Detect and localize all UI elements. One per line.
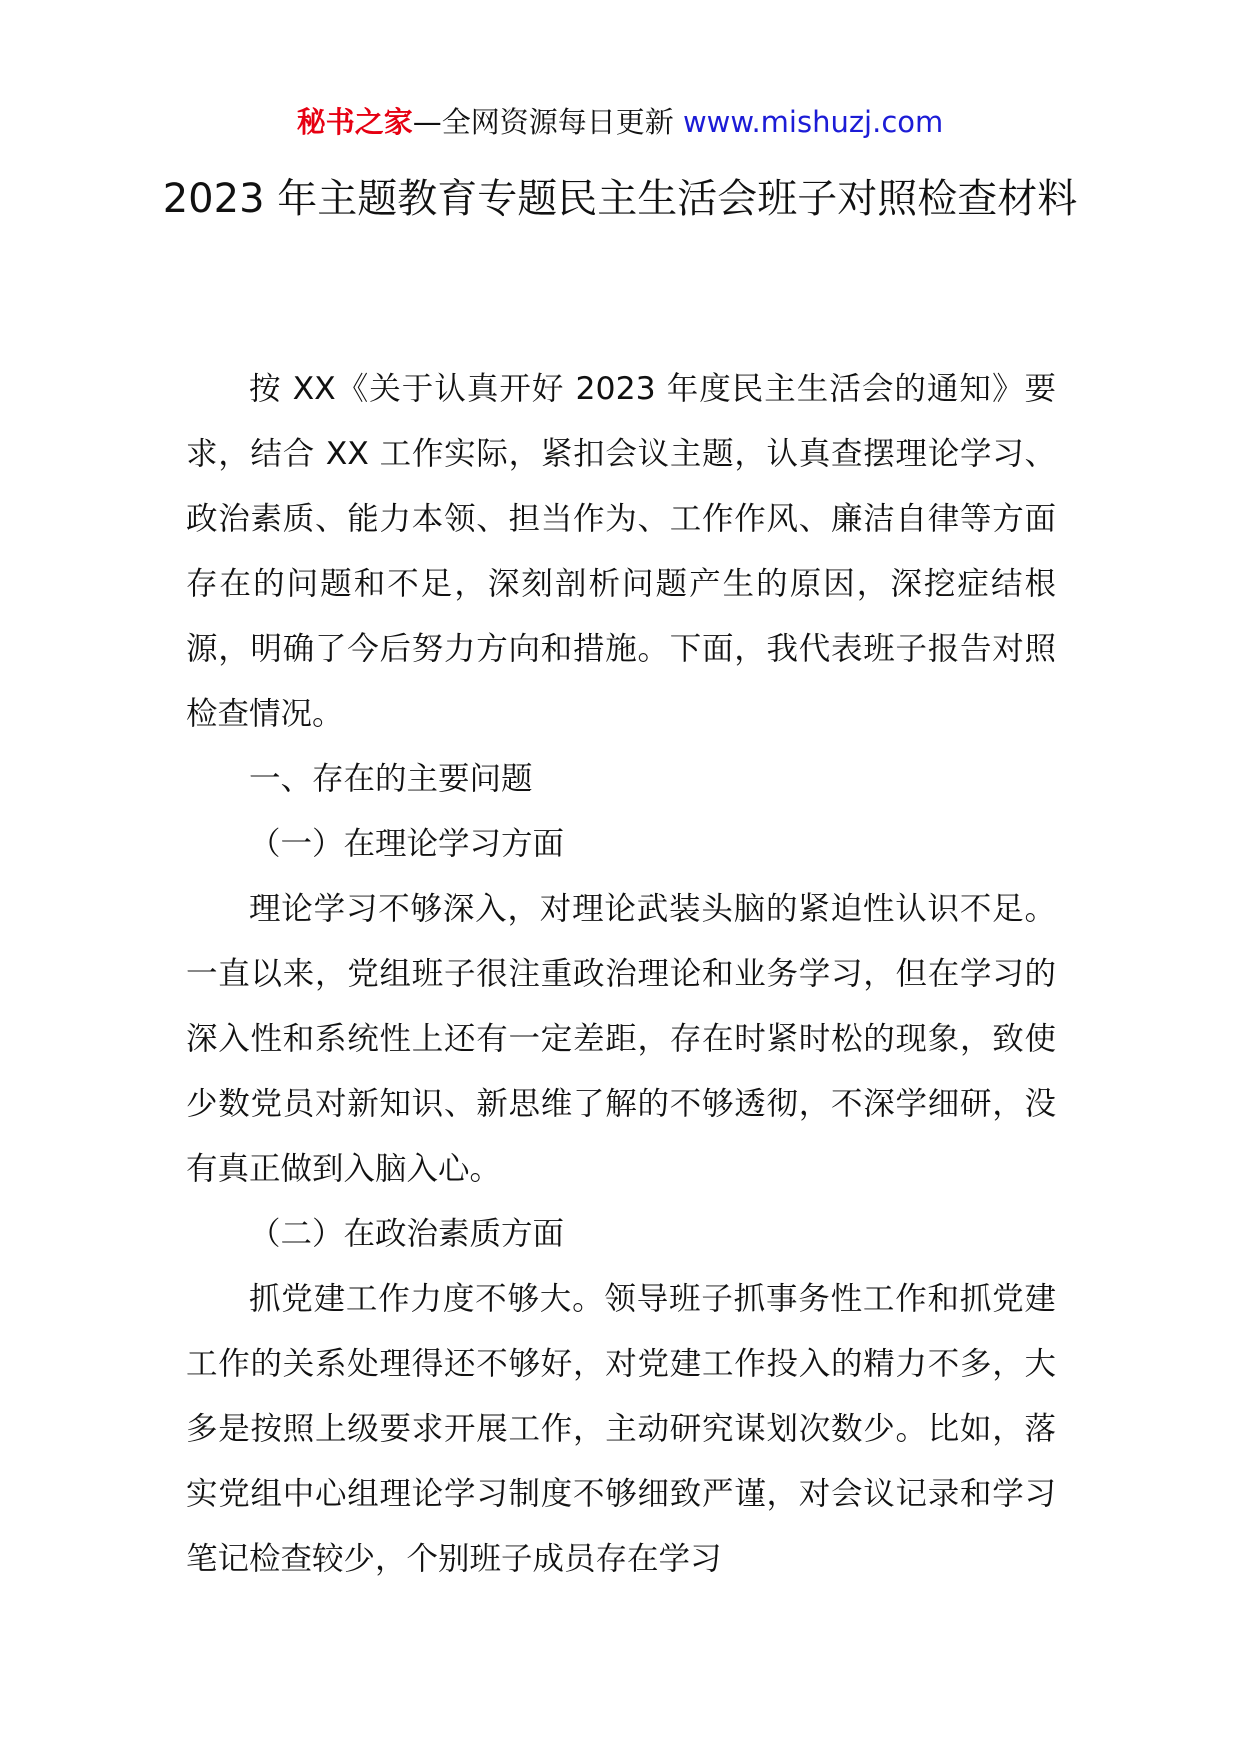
site-header bbox=[0, 102, 1240, 142]
header-tagline: —全网资源每日更新 bbox=[412, 105, 674, 139]
document-body bbox=[186, 357, 1056, 1592]
body-paragraph: 抓党建工作力度不够大。领导班子抓事务性工作和抓党建工作的关系处理得还不够好，对党建工作投入的精力不多，大多是按照上级要求开展工作，主动研究谋划次数少。比如，落实党组中心组理论学习制度不够细致严谨，对会议记录和学习笔记检查较少，个别班子成员存在学习 bbox=[186, 1281, 1056, 1577]
site-url-link[interactable]: www.mishuzj.com bbox=[682, 105, 944, 139]
subsection-heading: （二）在政治素质方面 bbox=[249, 1216, 565, 1252]
document-title: 2023 年主题教育专题民主生活会班子对照检查材料 bbox=[162, 176, 1078, 222]
brand-name: 秘书之家 bbox=[296, 105, 413, 139]
intro-paragraph: 按 XX《关于认真开好 2023 年度民主生活会的通知》要求，结合 XX 工作实际，紧扣会议主题，认真查摆理论学习、政治素质、能力本领、担当作为、工作作风、廉洁自律等方面存在的问题和不足，深刻剖析问题产生的原因，深挖症结根源，明确了今后努力方向和措施。下面，我代表班子报告对照检查情况。 bbox=[186, 371, 1056, 732]
body-paragraph: 理论学习不够深入，对理论武装头脑的紧迫性认识不足。一直以来，党组班子很注重政治理论和业务学习，但在学习的深入性和系统性上还有一定差距，存在时紧时松的现象，致使少数党员对新知识、新思维了解的不够透彻，不深学细研，没有真正做到入脑入心。 bbox=[186, 891, 1056, 1187]
subsection-heading: （一）在理论学习方面 bbox=[249, 826, 565, 862]
section-heading: 一、存在的主要问题 bbox=[249, 761, 533, 797]
